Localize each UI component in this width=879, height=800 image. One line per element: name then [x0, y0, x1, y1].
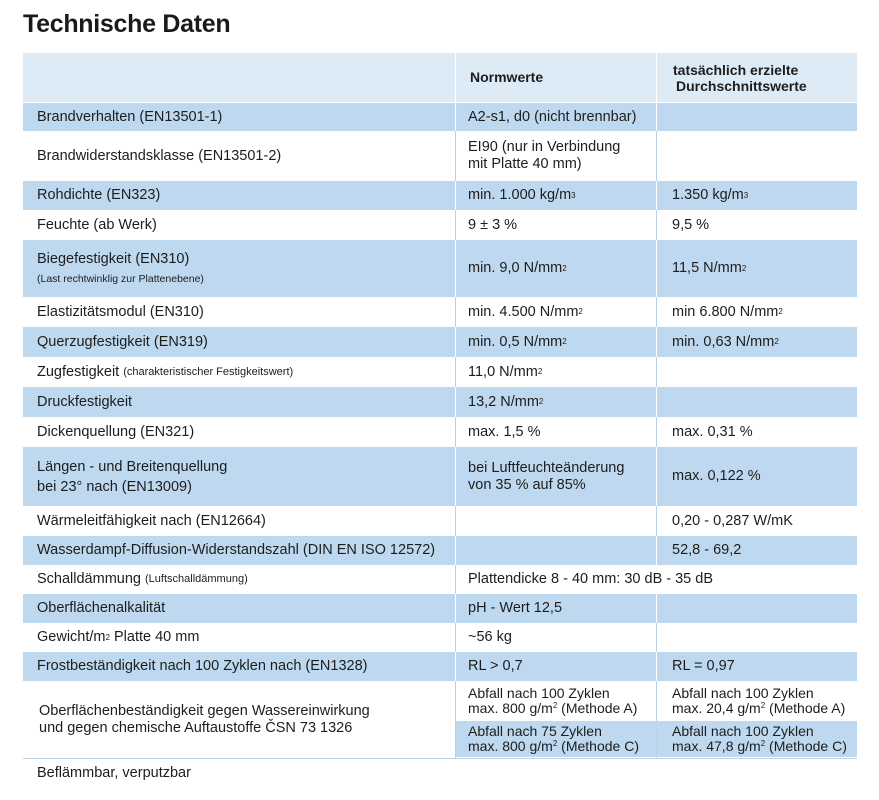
row-label: Brandwiderstandsklasse (EN13501-2) [37, 147, 282, 164]
row-actual-value: 11,5 N/mm 2 [672, 260, 747, 276]
method-a-norm-value: Abfall nach 100 Zyklen max. 800 $g/m^2$ (Methode A) [468, 685, 638, 716]
table-row [23, 240, 857, 297]
row-actual-value: min 6.800 N/mm 2 [672, 303, 783, 320]
row-actual-value [657, 594, 857, 623]
header-empty-cell [23, 53, 455, 102]
table-bottom-border [23, 758, 857, 759]
row-norm-value: 13,2 N/mm 2 [468, 393, 544, 410]
table-row [23, 594, 857, 623]
method-c-actual-value: Abfall nach 100 Zyklen max. 47,8 $g/m^2$ (Methode C) [657, 721, 857, 757]
table-row [23, 681, 857, 758]
row-label: Rohdichte (EN323) [37, 187, 161, 203]
table-header [23, 53, 857, 102]
row-label: Querzugfestigkeit (EN319) [37, 333, 208, 350]
row-norm-value [456, 536, 656, 565]
table-row [23, 652, 857, 681]
row-actual-value [657, 387, 857, 417]
row-label: Zugfestigkeit (charakteristischer Festigkeitswert) [37, 363, 294, 380]
row-label: Brandverhalten (EN13501-1) [37, 108, 223, 125]
row-label: Oberflächenalkalität [37, 600, 166, 616]
row-actual-value [657, 103, 857, 131]
row-label: Gewicht/m 2 Platte 40 mm [37, 629, 200, 645]
table-row [23, 536, 857, 565]
row-norm-value: min. 1.000 kg/m 3 [468, 187, 576, 203]
row-actual-value: 0,20 - 0,287 W/mK [672, 512, 793, 529]
row-label: Biegefestigkeit (EN310) (Last rechtwinklig zur Plattenebene) [37, 251, 204, 285]
row-actual-value: max. 0,31 % [672, 423, 753, 440]
table-row [23, 327, 857, 357]
table-row [23, 103, 857, 131]
row-actual-value: min. 0,63 N/mm 2 [672, 333, 779, 350]
row-norm-value: bei Luftfeuchteänderung von 35 % auf 85% [468, 459, 625, 493]
header-normwerte: Normwerte [470, 69, 544, 85]
row-norm-value: A2-s1, d0 (nicht brennbar) [468, 108, 637, 125]
row-label: Druckfestigkeit [37, 393, 133, 410]
table-row [23, 417, 857, 447]
row-label: Dickenquellung (EN321) [37, 423, 195, 440]
row-spanning-value: Plattendicke 8 - 40 mm: 30 dB - 35 dB [468, 571, 714, 587]
footer-note: Beflämmbar, verputzbar [37, 765, 191, 781]
row-norm-value: min. 0,5 N/mm 2 [468, 333, 567, 350]
row-norm-value: min. 4.500 N/mm 2 [468, 303, 583, 320]
method-c-norm-value: Abfall nach 75 Zyklen max. 800 $g/m^2$ (Methode C) [456, 721, 656, 757]
row-label: Oberflächenbeständigkeit gegen Wassereinwirkung und gegen chemische Auftaustoffe ČSN 73 1326 [39, 702, 370, 736]
row-actual-value: RL = 0,97 [672, 658, 735, 674]
row-actual-value [657, 623, 857, 652]
row-norm-value: min. 9,0 N/mm 2 [468, 260, 567, 276]
row-actual-value: 52,8 - 69,2 [672, 542, 742, 558]
row-norm-value: max. 1,5 % [468, 423, 541, 440]
row-actual-value [657, 131, 857, 181]
table-row [23, 131, 857, 181]
row-norm-value: pH - Wert 12,5 [468, 600, 563, 616]
row-norm-value: ~56 kg [468, 629, 512, 645]
table-row [23, 297, 857, 327]
row-label: Längen - und Breitenquellung bei 23° nach (EN13009) [37, 458, 228, 495]
table-row [23, 565, 857, 594]
row-label: Wasserdampf-Diffusion-Widerstandszahl (DIN EN ISO 12572) [37, 542, 436, 558]
page-title: Technische Daten [23, 10, 231, 38]
row-label: Frostbeständigkeit nach 100 Zyklen nach (EN1328) [37, 658, 368, 674]
table-row [23, 387, 857, 417]
row-actual-value: 1.350 kg/m 3 [672, 187, 749, 203]
row-label: Elastizitätsmodul (EN310) [37, 303, 204, 320]
row-label: Wärmeleitfähigkeit nach (EN12664) [37, 512, 266, 529]
row-norm-value [456, 506, 656, 536]
row-norm-value: RL > 0,7 [468, 658, 523, 674]
row-actual-value: 9,5 % [672, 216, 710, 233]
table-row [23, 181, 857, 210]
row-actual-value [657, 357, 857, 387]
row-label: Schalldämmung (Luftschalldämmung) [37, 571, 248, 587]
row-norm-value: 9 ± 3 % [468, 216, 518, 233]
row-actual-value: max. 0,122 % [672, 468, 761, 484]
table-row [23, 357, 857, 387]
row-label: Feuchte (ab Werk) [37, 216, 157, 233]
header-actual-values: tatsächlich erzielte Durchschnittswerte [673, 61, 807, 94]
row-norm-value: 11,0 N/mm 2 [468, 363, 543, 380]
table-row [23, 447, 857, 506]
table-row [23, 506, 857, 536]
table-row [23, 210, 857, 240]
table-row [23, 623, 857, 652]
row-norm-value: EI90 (nur in Verbindung mit Platte 40 mm) [468, 139, 621, 172]
method-a-actual-value: Abfall nach 100 Zyklen max. 20,4 $g/m^2$ (Methode A) [672, 685, 846, 716]
